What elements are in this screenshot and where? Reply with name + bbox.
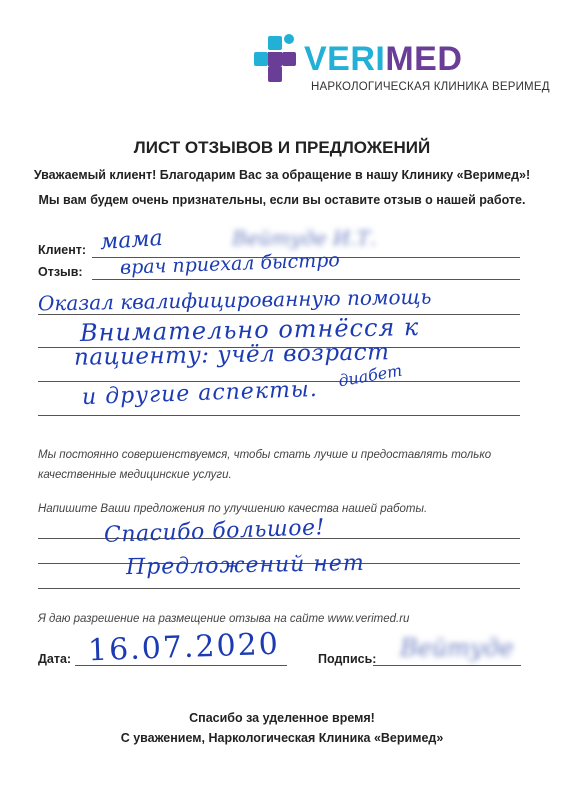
date-value: 16.07.2020 [87,626,281,669]
review-line [92,279,520,280]
improvement-note: качественные медицинские услуги. [38,469,232,481]
request-text: Мы вам будем очень признательны, если вы оставите отзыв о нашей работе. [38,193,526,207]
review-text-line: пациенту: учёл возраст [73,339,390,371]
signature-blurred: Вейтуде [400,634,514,662]
greeting-text: Уважаемый клиент! Благодарим Вас за обращение в нашу Клинику «Веримед»! [33,168,531,182]
brand-name-part2: MED [385,40,463,78]
signature-label: Подпись: [318,652,377,666]
review-text-line: и другие аспекты. [81,376,319,411]
footer-regards: С уважением, Наркологическая Клиника «Веримед» [120,731,444,745]
brand-name [304,42,462,76]
date-label: Дата: [38,652,72,666]
review-text-line: Внимательно отнёсся к [79,313,420,347]
suggestion-text-line: Спасибо большое! [103,515,326,548]
review-label: Отзыв: [38,265,83,279]
brand-subtitle: НАРКОЛОГИЧЕСКАЯ КЛИНИКА ВЕРИМЕД [311,81,550,93]
client-label: Клиент: [38,243,87,257]
client-value: мама [99,225,164,256]
improvement-note: Мы постоянно совершенствуемся, чтобы стать лучше и предоставлять только [38,449,492,461]
medical-cross-logo-icon [252,30,304,86]
brand-name-part1: VERI [304,40,386,78]
review-line [38,415,520,416]
client-name-blurred: Вейтуде И.Т. [232,226,377,250]
review-text-line: Оказал квалифицированную помощь [37,284,432,316]
review-text-line: врач приехал быстро [119,249,341,279]
signature-line [373,665,521,666]
permission-text: Я даю разрешение на размещение отзыва на сайте www.verimed.ru [38,613,410,625]
review-insert-text: диабет [336,360,404,391]
page-title: ЛИСТ ОТЗЫВОВ И ПРЕДЛОЖЕНИЙ [133,138,431,157]
suggestion-prompt: Напишите Ваши предложения по улучшению качества нашей работы. [38,503,428,515]
footer-thanks: Спасибо за уделенное время! [189,711,375,725]
suggestion-line [38,588,520,589]
suggestion-text-line: Предложений нет [125,550,365,581]
